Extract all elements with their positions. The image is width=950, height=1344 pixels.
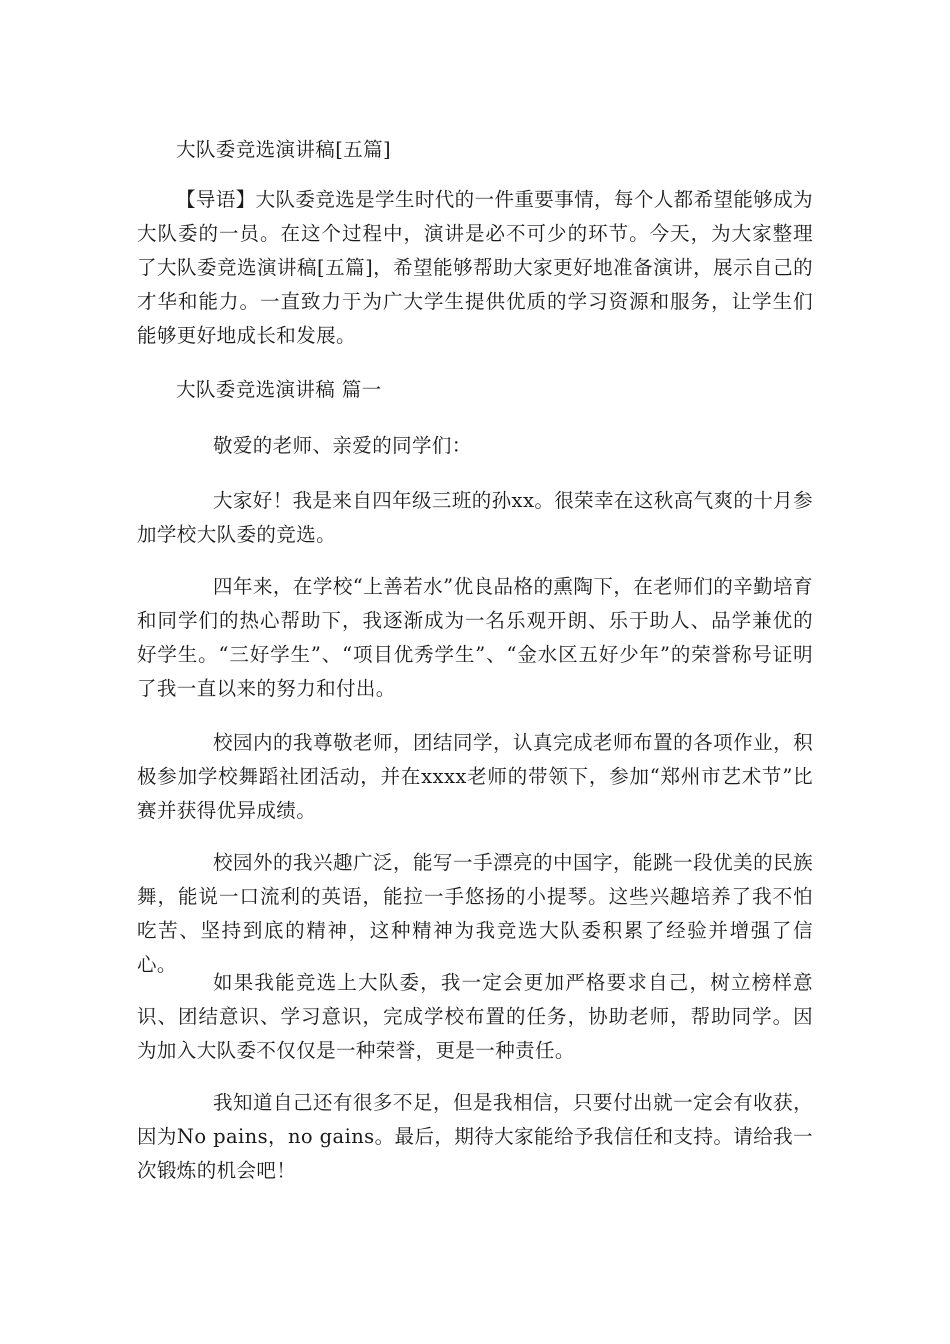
body-paragraph: 四年来，在学校“上善若水”优良品格的熏陶下，在老师们的辛勤培育和同学们的热心帮助下，我逐渐成为一名乐观开朗、乐于助人、品学兼优的好学生。“三好学生”、“项目优秀学生”、“金水区五好少年”的荣誉称号证明了我一直以来的努力和付出。 (137, 575, 813, 700)
body-paragraph: 校园外的我兴趣广泛，能写一手漂亮的中国字，能跳一段优美的民族舞，能说一口流利的英语，能拉一手悠扬的小提琴。这些兴趣培养了我不怕吃苦、坚持到底的精神，这种精神为我竞选大队委积累了经验并增强了信心。 (137, 851, 813, 976)
body-paragraph: 我知道自己还有很多不足，但是我相信，只要付出就一定会有收获，因为No pains，no gains。最后，期待大家能给予我信任和支持。请给我一次锻炼的机会吧！ (137, 1091, 813, 1182)
body-paragraph: 大家好！我是来自四年级三班的孙xx。很荣幸在这秋高气爽的十月参加学校大队委的竞选。 (137, 489, 813, 546)
body-paragraph: 如果我能竞选上大队委，我一定会更加严格要求自己，树立榜样意识、团结意识、学习意识，完成学校布置的任务，协助老师，帮助同学。因为加入大队委不仅仅是一种荣誉，更是一种责任。 (137, 971, 813, 1062)
intro-paragraph: 【导语】大队委竞选是学生时代的一件重要事情，每个人都希望能够成为大队委的一员。在这个过程中，演讲是必不可少的环节。今天，为大家整理了大队委竞选演讲稿[五篇]，希望能够帮助大家更好地准备演讲，展示自己的才华和能力。一直致力于为广大学生提供优质的学习资源和服务，让学生们能够更好地成长和发展。 (137, 188, 813, 347)
body-paragraph: 校园内的我尊敬老师，团结同学，认真完成老师布置的各项作业，积极参加学校舞蹈社团活动，并在xxxx老师的带领下，参加“郑州市艺术节”比赛并获得优异成绩。 (137, 731, 813, 822)
document-title: 大队委竞选演讲稿[五篇] (176, 138, 392, 161)
salutation: 敬爱的老师、亲爱的同学们： (213, 434, 472, 457)
section-heading: 大队委竞选演讲稿 篇一 (176, 378, 382, 401)
